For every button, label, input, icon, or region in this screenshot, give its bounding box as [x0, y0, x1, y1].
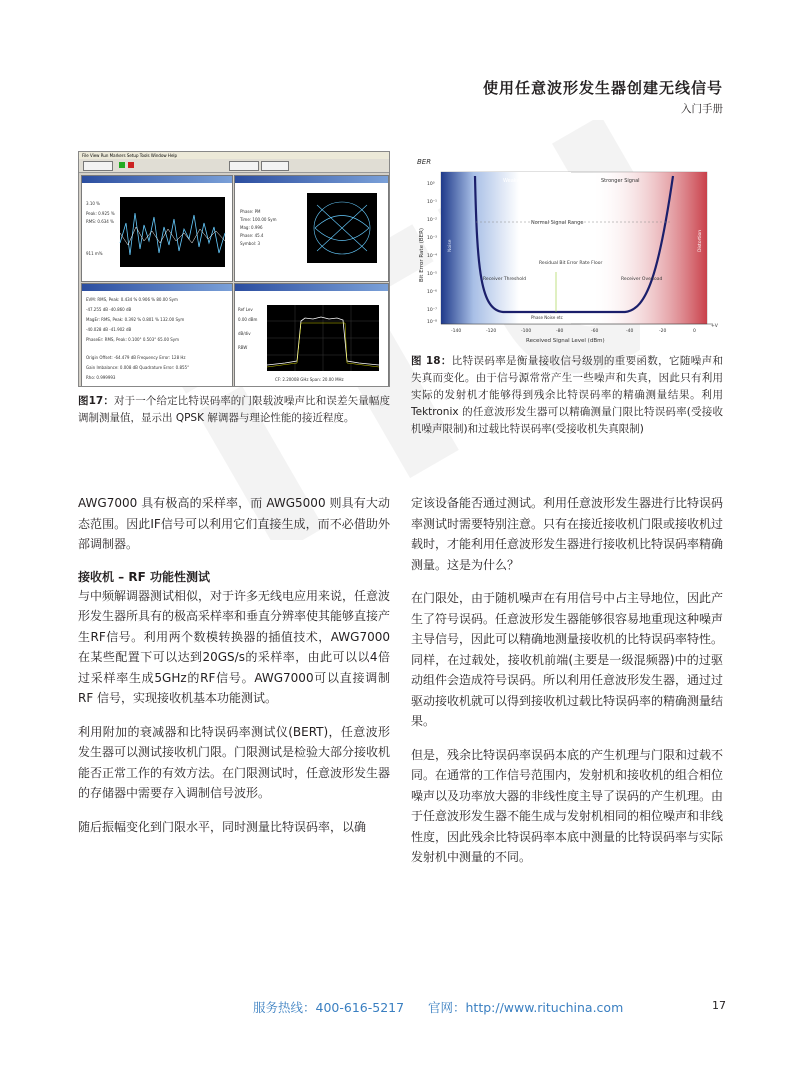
ber-label: BER — [417, 158, 432, 166]
right-paragraph-1: 定该设备能否通过测试。利用任意波形发生器进行比特误码率测试时需要特别注意。只有在接近接收机门限或接收机过载时，才能利用任意波形发生器进行接收机比特误码率精确测量。这是为什么？ — [411, 496, 724, 572]
svg-text:Phase: 45.4: Phase: 45.4 — [240, 233, 264, 238]
y-tick: 10⁻⁵ — [427, 272, 437, 277]
left-paragraph-2: 与中频解调器测试相似，对于许多无线电应用来说，任意波形发生器所具有的极高采样率和垂直分辨率使其能够直接产生RF信号。利用两个数模转换器的插值技术，AWG7000在某些配置下可以达到20GS/s的采样率，由此可以以4倍过采样率生成5GHz的RF信号。AWG7000可以直接调制 RF 信号，实现接收机基本功能测试。 — [78, 588, 391, 705]
rba-vs-time-pane — [81, 175, 233, 282]
figure-18-ber-chart — [411, 152, 723, 350]
svg-text:Mag: 0.996: Mag: 0.996 — [240, 225, 263, 230]
signal-quality-table — [82, 291, 230, 385]
left-paragraph-3: 利用附加的衰减器和比特误码率测试仪(BERT)，任意波形发生器可以测试接收机门限。门限测试是检验大部分接收机能否正常工作的有效方法。在门限测试时，任意波形发生器的存储器中需要存入调制信号波形。 — [78, 724, 391, 800]
x-tick: -140 — [451, 329, 462, 334]
figure-17-caption-text: 对于一个给定比特误码率的门限载波噪声比和误差矢量幅度调制测量值，显示出 QPSK 解调器与理论性能的接近程度。 — [78, 395, 390, 424]
svg-text:dB/div: dB/div — [238, 331, 251, 336]
noise-region — [441, 172, 571, 324]
figure-18-caption — [411, 353, 723, 438]
figure-18-label: 图 18： — [411, 355, 452, 367]
y-tick: 10⁰ — [427, 182, 435, 187]
figure-18-caption-text: 比特误码率是衡量接收信号级别的重要函数，它随噪声和失真而变化。由于信号源常常产生一些噪声和失真，因此只有利用实际的发射机才能够得到残余比特误码率的精确测量结果。利用 Tektronix 的任意波形发生器可以精确测量门限比特误码率(受接收机噪声限制)和过载比特误码率(受接收机失真限制) — [411, 355, 723, 435]
weaker-signal-label: Weaker Signal — [503, 178, 539, 184]
svg-text:Gain Imbalance: 0.008 dB Qua: Gain Imbalance: 0.008 dB Quadrature Error: 0.855° — [86, 365, 190, 370]
x-tick: -20 — [659, 329, 667, 334]
right-paragraph-3: 但是，残余比特误码率误码本底的产生机理与门限和过载不同。在通常的工作信号范围内，发射机和接收机的组合相位噪声以及功率放大器的非线性度主导了误码的产生机理。由于任意波形发生器不能生成与发射机相同的相位噪声和非线性度，因此残余比特误码率本底中测量的比特误码率与实际发射机中测量的不同。 — [411, 747, 724, 864]
y-axis-label: Bit Error Rate (BER) — [419, 227, 425, 282]
svg-text:-40.028 dB -41.902 dB: -40.028 dB -41.902 dB — [86, 327, 132, 332]
svg-text:EVM: RMS, Peak: 0.434 % 0.9: EVM: RMS, Peak: 0.434 % 0.906 % 80.00 Sym — [86, 297, 178, 302]
y-tick: 10⁻⁸ — [427, 320, 437, 325]
noise-label: Noise — [448, 239, 453, 252]
x-tick: -100 — [521, 329, 532, 334]
axis-end-label: +V — [711, 324, 718, 329]
y-tick: 10⁻² — [427, 218, 437, 223]
svg-text:Rho: 0.999993: Rho: 0.999993 — [86, 375, 116, 380]
svg-text:RBW: RBW — [238, 345, 248, 350]
x-axis-label: Received Signal Level (dBm) — [526, 338, 605, 344]
spectrum-pane — [234, 283, 389, 387]
footer-website-link[interactable]: 官网：http://www.rituchina.com — [428, 1000, 624, 1015]
normal-range-label: Normal Signal Range — [531, 220, 584, 226]
document-title: 使用任意波形发生器创建无线信号 — [482, 79, 723, 97]
y-tick: 10⁻⁶ — [427, 290, 437, 295]
svg-text:Origin Offset: -64.479 dB Fr: Origin Offset: -64.479 dB Frequency Error: 128 Hz — [86, 355, 186, 360]
left-column — [78, 493, 390, 850]
menu-bar: File View Run Markers Setup Tools Window Help — [79, 152, 389, 159]
x-tick: -40 — [626, 329, 634, 334]
document-subtitle: 入门手册 — [681, 103, 723, 115]
section-heading: 接收机 – RF 功能性测试 — [78, 569, 210, 584]
figure-17-caption — [78, 393, 390, 427]
footer-hotline: 服务热线：400-616-5217 — [253, 1000, 405, 1015]
distortion-label: Distortion — [698, 229, 703, 252]
svg-text:PhaseEr: RMS, Peak: 0.100° 0.: PhaseEr: RMS, Peak: 0.100° 0.503° 65.00 Sym — [86, 337, 180, 342]
x-tick: -120 — [486, 329, 497, 334]
left-paragraph-1: AWG7000 具有极高的采样率，而 AWG5000 则具有大动态范围。因此IF信号可以利用它们直接生成，而不必借助外部调制器。 — [78, 496, 390, 551]
figure-17-label: 图17： — [78, 395, 114, 407]
marker-button — [229, 161, 259, 171]
y-tick: 10⁻⁴ — [427, 254, 437, 259]
right-column — [411, 493, 723, 881]
figure-17-screenshot — [78, 151, 390, 387]
svg-text:-47.255 dB -40.860 dB: -47.255 dB -40.860 dB — [86, 307, 132, 312]
y-tick: 10⁻⁷ — [427, 308, 437, 313]
signal-quality-pane — [81, 283, 233, 387]
svg-text:Peak: 0.925 %: Peak: 0.925 % — [86, 211, 115, 216]
overload-label: Receiver Overload — [621, 277, 663, 282]
stronger-signal-label: Stronger Signal — [601, 178, 640, 184]
left-paragraph-4: 随后振幅变化到门限水平，同时测量比特误码率，以确 — [78, 819, 367, 834]
spectrum-plot — [235, 291, 386, 385]
right-paragraph-2: 在门限处，由于随机噪声在有用信号中占主导地位，因此产生了符号误码。任意波形发生器能够很容易地重现这种噪声主导信号，因此可以精确地测量接收机的比特误码率特性。同样，在过载处，接收机前端(主要是一级混频器)中的过驱动组件会造成符号误码。所以利用任意波形发生器，通过过驱动接收机就可以得到接收机过载比特误码率的精确测量结果。 — [411, 591, 724, 728]
svg-text:Ref Lev: Ref Lev — [238, 307, 253, 312]
phase-noise-label: Phase Noise etc — [531, 315, 563, 320]
svg-text:CF: 2.20008 GHz Span: 20: CF: 2.20008 GHz Span: 20.00 MHz — [275, 377, 344, 382]
svg-text:Time: 100.00 Sym: Time: 100.00 Sym — [240, 217, 277, 222]
settings-button — [261, 161, 289, 171]
svg-text:Symbol: 3: Symbol: 3 — [240, 241, 261, 246]
svg-text:Phase: PM: Phase: PM — [240, 209, 261, 214]
svg-text:RMS: 0.634 %: RMS: 0.634 % — [86, 219, 114, 224]
constellation-plot — [235, 183, 386, 279]
y-tick: 10⁻³ — [427, 236, 437, 241]
x-tick: 0 — [693, 329, 696, 334]
residual-label: Residual Bit Error Rate Floor — [539, 261, 603, 266]
distortion-region — [591, 172, 707, 324]
toolbar — [79, 159, 389, 173]
measure-button — [83, 161, 113, 171]
rba-plot — [82, 183, 230, 279]
svg-text:0.00 dBm: 0.00 dBm — [238, 317, 258, 322]
y-tick: 10⁻¹ — [427, 200, 437, 205]
threshold-label: Receiver Threshold — [483, 277, 527, 282]
svg-text:911 m%: 911 m% — [86, 251, 103, 256]
page-number: 17 — [712, 999, 726, 1012]
svg-text:3.10 %: 3.10 % — [86, 201, 100, 206]
x-tick: -80 — [556, 329, 564, 334]
x-tick: -60 — [591, 329, 599, 334]
record-icon — [119, 162, 125, 168]
svg-text:MagEr: RMS, Peak: 0.392 % 0.8: MagEr: RMS, Peak: 0.392 % 0.801 % 132.00 Sym — [86, 317, 185, 322]
constellation-pane — [234, 175, 389, 282]
stop-icon — [128, 162, 134, 168]
